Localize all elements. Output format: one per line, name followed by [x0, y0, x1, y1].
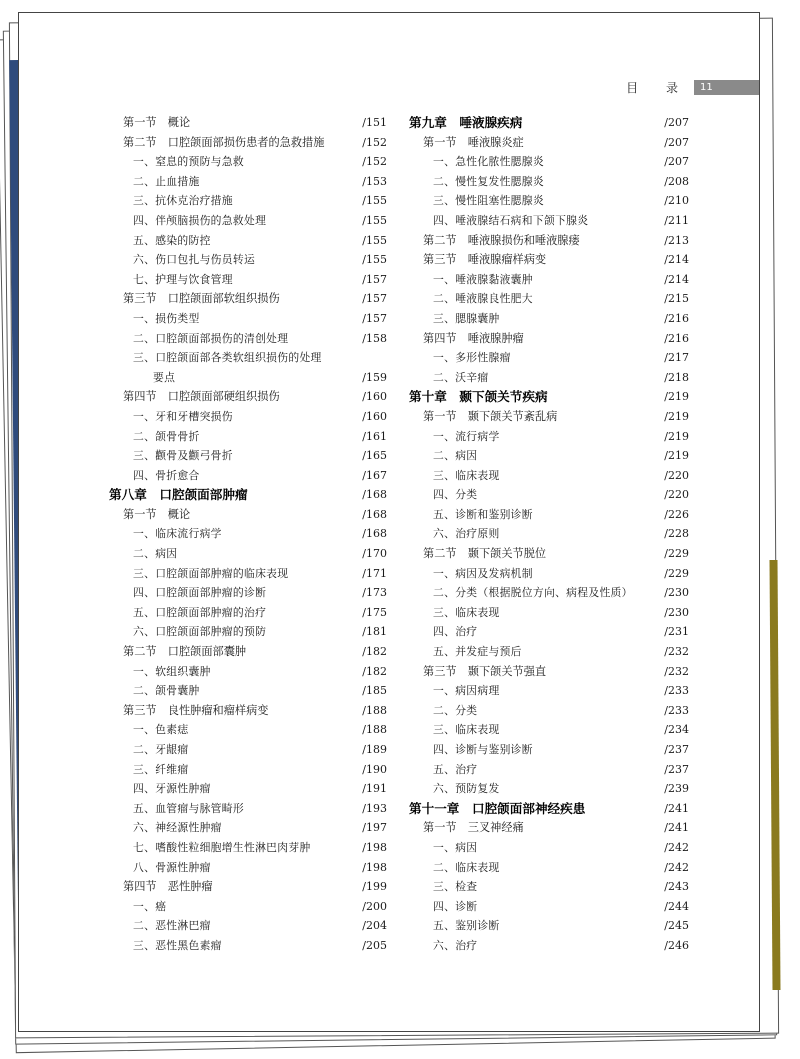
toc-entry-title: 二、颌骨囊肿 — [133, 684, 200, 698]
toc-entry-title: 四、伴颅脑损伤的急救处理 — [133, 213, 267, 227]
toc-item-row[interactable] — [109, 603, 387, 623]
toc-section-row[interactable] — [109, 113, 387, 133]
toc-item-row[interactable] — [409, 916, 689, 936]
toc-item-row[interactable] — [409, 583, 689, 603]
toc-entry-title: 第三节 良性肿瘤和瘤样病变 — [123, 703, 269, 717]
olive-cover-edge — [769, 560, 780, 990]
toc-entry-page: /242 — [664, 860, 689, 874]
toc-entry-page: /229 — [664, 566, 689, 580]
toc-entry-title: 一、软组织囊肿 — [133, 664, 211, 678]
toc-section-row[interactable] — [409, 662, 689, 682]
toc-entry-page: /175 — [362, 605, 387, 619]
toc-entry-page: /207 — [664, 116, 689, 129]
toc-item-row[interactable] — [109, 564, 387, 584]
toc-item-row[interactable] — [109, 270, 387, 290]
toc-entry-page: /161 — [362, 429, 387, 443]
toc-entry-page: /208 — [664, 174, 689, 188]
toc-entry-title: 二、牙龈瘤 — [133, 743, 189, 756]
toc-entry-title: 四、治疗 — [433, 625, 478, 639]
toc-item-row[interactable] — [109, 329, 387, 349]
toc-entry-page: /216 — [664, 331, 689, 345]
toc-entry-page: /159 — [362, 370, 387, 384]
toc-page — [18, 12, 760, 1032]
toc-entry-title: 要点 — [153, 370, 176, 384]
toc-item-row[interactable] — [109, 427, 387, 447]
toc-entry-page: /232 — [664, 664, 689, 678]
toc-item-row[interactable] — [109, 760, 387, 780]
toc-entry-page: /214 — [664, 272, 689, 286]
toc-item-row[interactable] — [109, 446, 387, 466]
toc-section-row[interactable] — [409, 818, 689, 838]
toc-entry-page: /217 — [664, 351, 689, 365]
toc-entry-title: 三、腮腺囊肿 — [433, 311, 500, 325]
toc-entry-page: /216 — [664, 311, 689, 325]
toc-entry-title: 二、颌骨骨折 — [133, 429, 200, 443]
toc-entry-title: 七、护理与饮食管理 — [133, 272, 233, 286]
toc-entry-page: /207 — [664, 155, 689, 169]
toc-section-row[interactable] — [409, 544, 689, 564]
toc-entry-page: /152 — [362, 135, 387, 149]
toc-item-row[interactable] — [109, 681, 387, 701]
toc-item-row[interactable] — [409, 564, 689, 584]
toc-entry-title: 三、检查 — [433, 880, 478, 894]
toc-entry-title: 第二节 口腔颌面部损伤患者的急救措施 — [123, 135, 325, 149]
toc-entry-title: 第十章 颞下颌关节疾病 — [409, 389, 548, 405]
toc-entry-page: /230 — [664, 586, 689, 600]
toc-entry-title: 第四节 口腔颌面部硬组织损伤 — [123, 390, 280, 404]
toc-item-row[interactable] — [109, 799, 387, 819]
toc-entry-page: /218 — [664, 370, 689, 384]
toc-entry-title: 一、病因 — [433, 840, 478, 854]
toc-section-row[interactable] — [109, 642, 387, 662]
toc-entry-title: 四、口腔颌面部肿瘤的诊断 — [133, 586, 267, 600]
toc-entry-page: /193 — [362, 801, 387, 815]
toc-entry-title: 三、颧骨及颧弓骨折 — [133, 449, 233, 463]
toc-entry-title: 二、分类（根据脱位方向、病程及性质） — [433, 586, 633, 600]
toc-entry-page: /244 — [664, 899, 689, 913]
toc-entry-title: 二、病因 — [433, 449, 478, 463]
toc-item-row[interactable] — [109, 858, 387, 878]
toc-entry-page: /246 — [664, 938, 689, 952]
toc-item-row[interactable] — [109, 172, 387, 192]
toc-entry-title: 一、色素痣 — [133, 723, 189, 737]
toc-entry-title: 三、口腔颌面部肿瘤的临床表现 — [133, 566, 289, 580]
toc-entry-page: /182 — [362, 664, 387, 678]
toc-section-row[interactable] — [109, 701, 387, 721]
toc-entry-title: 三、纤维瘤 — [133, 762, 189, 776]
toc-item-row[interactable] — [109, 348, 387, 368]
toc-entry-page: /205 — [362, 938, 387, 952]
toc-entry-page: /188 — [362, 723, 387, 737]
toc-entry-title: 一、唾液腺黏液囊肿 — [433, 272, 533, 286]
toc-entry-page: /198 — [362, 860, 387, 874]
toc-chapter-row[interactable] — [409, 113, 689, 133]
toc-entry-title: 五、并发症与预后 — [433, 645, 522, 659]
toc-entry-title: 五、血管瘤与脉管畸形 — [133, 801, 244, 815]
toc-entry-title: 第四节 唾液腺肿瘤 — [423, 331, 524, 345]
toc-entry-page: /237 — [664, 743, 689, 756]
toc-entry-page: /190 — [362, 762, 387, 776]
toc-entry-title: 三、口腔颌面部各类软组织损伤的处理 — [133, 351, 322, 365]
toc-chapter-row[interactable] — [409, 799, 689, 819]
toc-entry-page: /155 — [362, 253, 387, 267]
toc-entry-title: 三、临床表现 — [433, 605, 500, 619]
toc-entry-page: /168 — [362, 507, 387, 521]
toc-item-row[interactable] — [409, 191, 689, 211]
toc-entry-page: /226 — [664, 507, 689, 521]
toc-section-row[interactable] — [409, 329, 689, 349]
toc-item-row[interactable] — [409, 505, 689, 525]
toc-item-row[interactable] — [409, 720, 689, 740]
toc-entry-page: /157 — [362, 292, 387, 306]
toc-section-row[interactable] — [409, 250, 689, 270]
toc-entry-title: 三、临床表现 — [433, 468, 500, 482]
toc-entry-page: /168 — [362, 488, 387, 502]
toc-item-row[interactable] — [409, 877, 689, 897]
toc-entry-page: /232 — [664, 645, 689, 659]
toc-entry-title: 三、恶性黑色素瘤 — [133, 938, 222, 952]
toc-item-row[interactable] — [409, 642, 689, 662]
toc-entry-page: /188 — [362, 703, 387, 717]
toc-item-row[interactable] — [409, 309, 689, 329]
toc-entry-page: /207 — [664, 135, 689, 149]
toc-entry-page: /155 — [362, 233, 387, 247]
toc-entry-title: 二、止血措施 — [133, 174, 200, 188]
toc-entry-page: /158 — [362, 331, 387, 345]
toc-entry-page: /204 — [362, 919, 387, 933]
toc-item-row[interactable] — [409, 838, 689, 858]
toc-section-row[interactable] — [409, 407, 689, 427]
toc-entry-page: /191 — [362, 782, 387, 796]
toc-entry-title: 一、临床流行病学 — [133, 527, 222, 541]
toc-entry-title: 四、诊断与鉴别诊断 — [433, 743, 533, 756]
toc-entry-title: 一、急性化脓性腮腺炎 — [433, 155, 544, 169]
toc-item-row[interactable] — [109, 662, 387, 682]
toc-entry-page: /219 — [664, 390, 689, 404]
toc-entry-title: 一、癌 — [133, 899, 167, 913]
toc-item-row[interactable] — [409, 681, 689, 701]
toc-item-row[interactable] — [109, 720, 387, 740]
toc-entry-title: 一、多形性腺瘤 — [433, 351, 511, 365]
toc-item-row[interactable] — [409, 485, 689, 505]
toc-item-row[interactable] — [409, 760, 689, 780]
toc-entry-title: 三、慢性阻塞性腮腺炎 — [433, 194, 544, 208]
toc-entry-page: /168 — [362, 527, 387, 541]
toc-entry-page: /219 — [664, 449, 689, 463]
toc-entry-title: 第一节 三叉神经痛 — [423, 821, 524, 835]
toc-item-row[interactable] — [409, 152, 689, 172]
toc-entry-title: 第九章 唾液腺疾病 — [409, 115, 523, 130]
page-number-badge: 11 — [694, 80, 759, 95]
toc-entry-page: /215 — [664, 292, 689, 306]
toc-entry-page: /182 — [362, 645, 387, 659]
toc-item-row[interactable] — [409, 270, 689, 290]
toc-entry-page: /231 — [664, 625, 689, 639]
toc-entry-page: /245 — [664, 919, 689, 933]
toc-item-row[interactable] — [109, 583, 387, 603]
toc-item-row[interactable] — [109, 309, 387, 329]
toc-item-row[interactable] — [109, 779, 387, 799]
toc-entry-title: 四、骨折愈合 — [133, 468, 200, 482]
toc-entry-title: 六、治疗 — [433, 938, 478, 952]
toc-item-row[interactable] — [409, 936, 689, 956]
toc-entry-page: /230 — [664, 605, 689, 619]
toc-entry-title: 二、口腔颌面部损伤的清创处理 — [133, 331, 289, 345]
toc-item-row[interactable] — [109, 152, 387, 172]
toc-item-row[interactable] — [109, 544, 387, 564]
toc-entry-page: /185 — [362, 684, 387, 698]
toc-entry-page: /233 — [664, 684, 689, 698]
header-title: 目 录 — [626, 81, 690, 95]
page-header — [626, 80, 759, 95]
toc-item-row[interactable] — [109, 818, 387, 838]
toc-item-row[interactable] — [409, 701, 689, 721]
toc-entry-page: /199 — [362, 880, 387, 894]
toc-entry-page: /228 — [664, 527, 689, 541]
toc-item-row[interactable] — [109, 191, 387, 211]
toc-item-row[interactable] — [109, 936, 387, 956]
toc-entry-title: 一、牙和牙槽突损伤 — [133, 409, 233, 423]
toc-left-column — [109, 113, 387, 956]
toc-entry-page: /210 — [664, 194, 689, 208]
toc-entry-page: /241 — [664, 801, 689, 815]
toc-item-row[interactable] — [109, 231, 387, 251]
toc-section-row[interactable] — [409, 231, 689, 251]
toc-item-row[interactable] — [409, 289, 689, 309]
toc-chapter-row[interactable] — [409, 387, 689, 407]
toc-entry-page: /219 — [664, 429, 689, 443]
toc-entry-page: /214 — [664, 253, 689, 267]
toc-entry-title: 第四节 恶性肿瘤 — [123, 880, 213, 894]
toc-item-row[interactable] — [409, 211, 689, 231]
toc-entry-page: /155 — [362, 213, 387, 227]
toc-entry-page: /198 — [362, 840, 387, 854]
toc-entry-title: 一、损伤类型 — [133, 311, 200, 325]
toc-entry-title: 五、治疗 — [433, 762, 478, 776]
toc-entry-title: 六、治疗原则 — [433, 527, 500, 541]
toc-item-row[interactable] — [109, 740, 387, 760]
toc-section-row[interactable] — [109, 289, 387, 309]
toc-entry-title: 六、伤口包扎与伤员转运 — [133, 253, 256, 267]
toc-item-row[interactable] — [409, 779, 689, 799]
toc-entry-title: 五、感染的防控 — [133, 233, 211, 247]
toc-entry-page: /152 — [362, 155, 387, 169]
toc-item-row[interactable] — [409, 446, 689, 466]
toc-entry-title: 第三节 口腔颌面部软组织损伤 — [123, 292, 280, 306]
toc-entry-page: /189 — [362, 743, 387, 756]
toc-item-row[interactable] — [409, 622, 689, 642]
toc-entry-title: 三、临床表现 — [433, 723, 500, 737]
toc-entry-page: /233 — [664, 703, 689, 717]
toc-entry-title: 第二节 口腔颌面部囊肿 — [123, 645, 247, 659]
toc-entry-title: 二、病因 — [133, 547, 178, 561]
toc-item-row[interactable] — [409, 858, 689, 878]
toc-entry-page: /220 — [664, 468, 689, 482]
toc-entry-page: /219 — [664, 409, 689, 423]
toc-entry-title: 二、临床表现 — [433, 860, 500, 874]
toc-entry-page: /165 — [362, 449, 387, 463]
toc-item-row[interactable] — [109, 897, 387, 917]
toc-item-row[interactable] — [109, 466, 387, 486]
toc-entry-title: 四、分类 — [433, 488, 478, 502]
toc-entry-title: 第二节 唾液腺损伤和唾液腺瘘 — [423, 233, 580, 247]
toc-section-row[interactable] — [109, 387, 387, 407]
toc-entry-title: 一、窒息的预防与急救 — [133, 155, 244, 169]
toc-entry-page: /213 — [664, 233, 689, 247]
toc-entry-page: /237 — [664, 762, 689, 776]
toc-entry-title: 第三节 颞下颌关节强直 — [423, 664, 547, 678]
toc-entry-page: /157 — [362, 311, 387, 325]
toc-entry-page: /239 — [664, 782, 689, 796]
toc-right-column — [409, 113, 689, 956]
toc-item-row[interactable] — [109, 838, 387, 858]
toc-entry-page: /160 — [362, 390, 387, 404]
toc-section-row[interactable] — [109, 877, 387, 897]
toc-item-row[interactable] — [109, 916, 387, 936]
toc-section-row[interactable] — [109, 133, 387, 153]
toc-item-row[interactable] — [409, 740, 689, 760]
toc-item-row[interactable] — [409, 524, 689, 544]
toc-entry-title: 第一节 唾液腺炎症 — [423, 135, 524, 149]
toc-entry-title: 五、诊断和鉴别诊断 — [433, 507, 533, 521]
toc-item-row[interactable] — [409, 172, 689, 192]
toc-entry-title: 第二节 颞下颌关节脱位 — [423, 547, 547, 561]
toc-item-row[interactable] — [109, 524, 387, 544]
toc-entry-page: /242 — [664, 840, 689, 854]
toc-entry-title: 一、流行病学 — [433, 429, 500, 443]
toc-entry-title: 二、慢性复发性腮腺炎 — [433, 174, 544, 188]
toc-entry-page: /170 — [362, 547, 387, 561]
toc-entry-page: /160 — [362, 409, 387, 423]
toc-entry-title: 第八章 口腔颌面部肿瘤 — [109, 487, 248, 503]
toc-item-row[interactable] — [109, 407, 387, 427]
toc-item-row[interactable] — [409, 603, 689, 623]
toc-entry-title: 四、诊断 — [433, 899, 478, 913]
toc-entry-page: /200 — [362, 899, 387, 913]
toc-entry-page: /211 — [664, 213, 689, 227]
toc-entry-title: 二、分类 — [433, 703, 478, 717]
toc-entry-title: 第三节 唾液腺瘤样病变 — [423, 253, 547, 267]
toc-item-row[interactable] — [409, 368, 689, 388]
toc-entry-title: 八、骨源性肿瘤 — [133, 860, 211, 874]
toc-entry-title: 五、鉴别诊断 — [433, 919, 500, 933]
toc-entry-title: 第一节 颞下颌关节紊乱病 — [423, 409, 558, 423]
toc-entry-page: /181 — [362, 625, 387, 639]
toc-entry-title: 第一节 概论 — [123, 116, 191, 129]
toc-chapter-row[interactable] — [109, 485, 387, 505]
toc-entry-page: /171 — [362, 566, 387, 580]
toc-entry-page: /229 — [664, 547, 689, 561]
toc-entry-page: /220 — [664, 488, 689, 502]
toc-entry-page: /153 — [362, 174, 387, 188]
toc-section-row[interactable] — [409, 133, 689, 153]
toc-entry-title: 一、病因病理 — [433, 684, 500, 698]
toc-entry-title: 第十一章 口腔颌面部神经疾患 — [409, 800, 586, 816]
toc-entry-title: 四、牙源性肿瘤 — [133, 782, 211, 796]
toc-entry-page: /241 — [664, 821, 689, 835]
toc-entry-page: /155 — [362, 194, 387, 208]
toc-section-row[interactable] — [109, 505, 387, 525]
toc-item-row[interactable] — [409, 897, 689, 917]
toc-entry-title: 六、预防复发 — [433, 782, 500, 796]
toc-entry-title: 一、病因及发病机制 — [433, 566, 533, 580]
toc-entry-page: /243 — [664, 880, 689, 894]
toc-item-row[interactable] — [409, 466, 689, 486]
toc-entry-title: 六、口腔颌面部肿瘤的预防 — [133, 625, 267, 639]
toc-entry-title: 二、唾液腺良性肥大 — [433, 292, 533, 306]
toc-cont-row[interactable] — [109, 368, 387, 388]
toc-entry-title: 二、恶性淋巴瘤 — [133, 919, 211, 933]
toc-item-row[interactable] — [109, 211, 387, 231]
toc-entry-page: /173 — [362, 586, 387, 600]
toc-item-row[interactable] — [109, 622, 387, 642]
toc-entry-title: 三、抗休克治疗措施 — [133, 194, 233, 208]
toc-item-row[interactable] — [409, 348, 689, 368]
toc-entry-title: 第一节 概论 — [123, 507, 191, 521]
toc-entry-title: 七、嗜酸性粒细胞增生性淋巴肉芽肿 — [133, 840, 311, 854]
toc-entry-page: /167 — [362, 468, 387, 482]
toc-entry-title: 五、口腔颌面部肿瘤的治疗 — [133, 605, 267, 619]
toc-entry-title: 六、神经源性肿瘤 — [133, 821, 222, 835]
toc-entry-title: 二、沃辛瘤 — [433, 370, 489, 384]
toc-entry-page: /197 — [362, 821, 387, 835]
toc-entry-page: /151 — [362, 116, 387, 129]
toc-entry-title: 四、唾液腺结石病和下颌下腺炎 — [433, 213, 589, 227]
toc-entry-page: /157 — [362, 272, 387, 286]
toc-entry-page: /234 — [664, 723, 689, 737]
toc-item-row[interactable] — [409, 427, 689, 447]
toc-item-row[interactable] — [109, 250, 387, 270]
